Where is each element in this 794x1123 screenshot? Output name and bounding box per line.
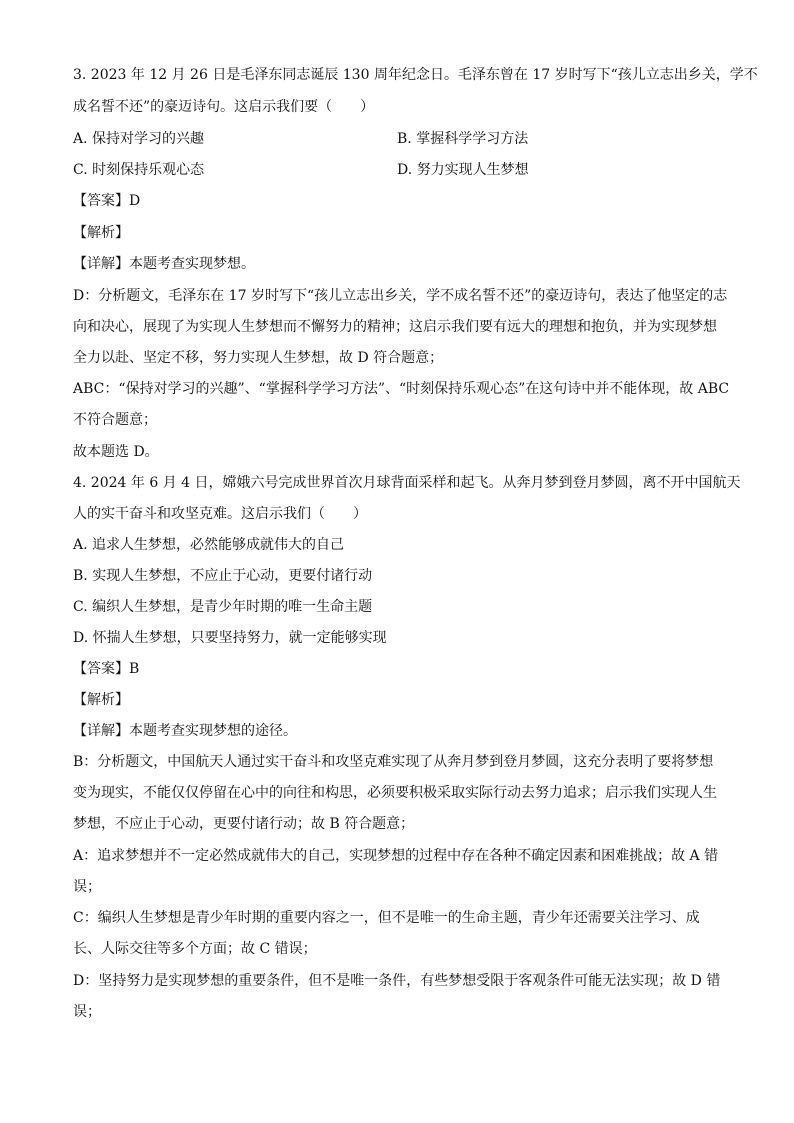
q4-explanation-line: B：分析题文，中国航天人通过实干奋斗和攻坚克难实现了从奔月梦到登月梦圆，这充分表明了要将梦想 xyxy=(73,754,714,770)
q4-explanation-line: 【详解】本题考查实现梦想的途径。 xyxy=(73,723,297,739)
q4-explanation-line: 误； xyxy=(73,1004,101,1020)
q4-option-d: D. 怀揣人生梦想，只要坚持努力，就一定能够实现 xyxy=(73,630,387,646)
q4-explanation-line: 误； xyxy=(73,879,101,895)
q4-explanation-line: 长、人际交往等多个方面；故 C 错误； xyxy=(73,941,317,957)
q4-explanation-line: 变为现实，不能仅仅停留在心中的向往和构思，必须要积极采取实际行动去努力追求；启示我们实现人生 xyxy=(73,785,717,801)
q3-explanation-line: 全力以赴、坚定不移，努力实现人生梦想，故 D 符合题意； xyxy=(73,350,444,366)
q3-analysis-heading: 【解析】 xyxy=(73,225,129,241)
q3-conclusion: 故本题选 D。 xyxy=(73,444,159,460)
q4-option-b: B. 实现人生梦想，不应止于心动，更要付诸行动 xyxy=(73,568,373,584)
q4-explanation-line: 梦想，不应止于心动，更要付诸行动；故 B 符合题意； xyxy=(73,816,415,832)
q3-stem-line2: 成名誓不还”的豪迈诗句。这启示我们要（ ） xyxy=(73,99,375,115)
q4-explanation-line: D：坚持努力是实现梦想的重要条件，但不是唯一条件，有些梦想受限于客观条件可能无法实现；故 D 错 xyxy=(73,973,721,989)
q3-option-c: C. 时刻保持乐观心态 xyxy=(73,162,205,178)
q3-option-b: B. 掌握科学学习方法 xyxy=(397,131,529,147)
q4-option-a: A. 追求人生梦想，必然能够成就伟大的自己 xyxy=(73,537,345,553)
q3-explanation-line: D：分析题文，毛泽东在 17 岁时写下“孩儿立志出乡关，学不成名誓不还”的豪迈诗句，表达了他坚定的志 xyxy=(73,288,728,304)
q3-explanation-line: ABC：“保持对学习的兴趣”、“掌握科学学习方法”、“时刻保持乐观心态”在这句诗中并不能体现，故 ABC xyxy=(73,381,730,397)
q3-explanation-line: 不符合题意； xyxy=(73,412,157,428)
q3-option-a: A. 保持对学习的兴趣 xyxy=(73,131,205,147)
q3-option-d: D. 努力实现人生梦想 xyxy=(397,162,529,178)
q4-stem-line1: 4. 2024 年 6 月 4 日，嫦娥六号完成世界首次月球背面采样和起飞。从奔月梦到登月梦圆，离不开中国航天 xyxy=(73,475,741,491)
q4-explanation-line: C：编织人生梦想是青少年时期的重要内容之一，但不是唯一的生命主题，青少年还需要关注学习、成 xyxy=(73,910,700,926)
q4-analysis-heading: 【解析】 xyxy=(73,692,129,708)
q4-option-c: C. 编织人生梦想，是青少年时期的唯一生命主题 xyxy=(73,599,373,615)
q4-stem-line2: 人的实干奋斗和攻坚克难。这启示我们（ ） xyxy=(73,506,367,522)
q4-explanation-line: A：追求梦想并不一定必然成就伟大的自己，实现梦想的过程中存在各种不确定因素和困难挑战；故 A 错 xyxy=(73,848,719,864)
q3-explanation-line: 向和决心，展现了为实现人生梦想而不懈努力的精神；这启示我们要有远大的理想和抱负，并为实现梦想 xyxy=(73,319,717,335)
q4-answer: 【答案】B xyxy=(73,661,140,677)
q3-stem-line1: 3. 2023 年 12 月 26 日是毛泽东同志诞辰 130 周年纪念日。毛泽东曾在 17 岁时写下“孩儿立志出乡关，学不 xyxy=(73,67,758,83)
q3-answer: 【答案】D xyxy=(73,193,141,209)
q3-explanation-line: 【详解】本题考查实现梦想。 xyxy=(73,256,255,272)
